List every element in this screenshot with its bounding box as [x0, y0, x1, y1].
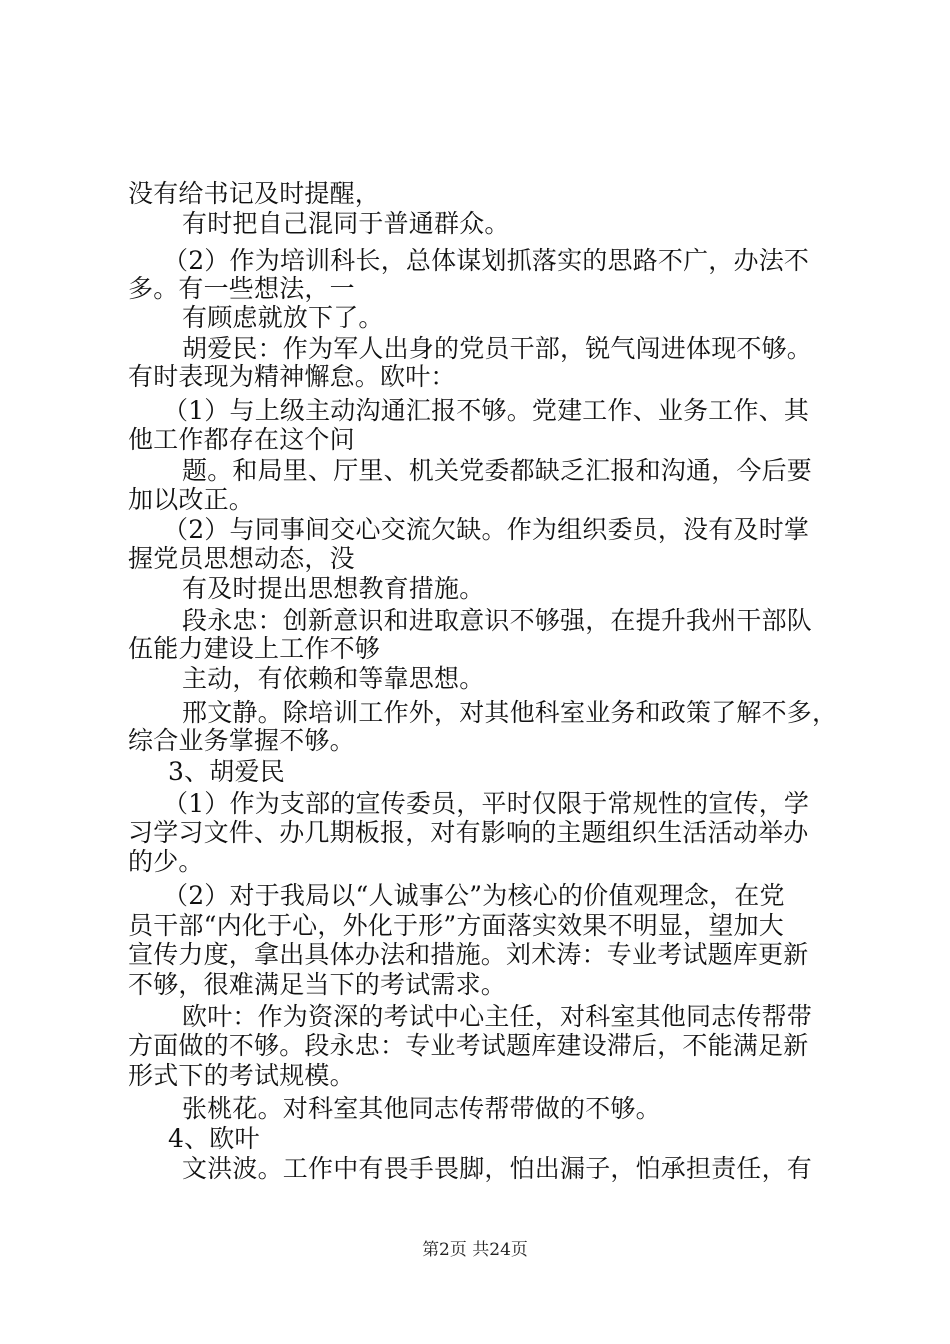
section-heading: 3、胡爱民 [168, 757, 285, 786]
text-line: 加以改正。 [128, 485, 255, 514]
text-line: 文洪波。工作中有畏手畏脚，怕出漏子，怕承担责任，有 [182, 1154, 813, 1183]
text-line: 胡爱民：作为军人出身的党员干部，锐气闯进体现不够。 [182, 334, 813, 363]
text-line: 握党员思想动态，没 [128, 544, 355, 573]
text-line: 员干部“内化于心，外化于形”方面落实效果不明显，望加大 [128, 911, 784, 940]
text-line: 有及时提出思想教育措施。 [182, 574, 485, 603]
section-heading: 4、欧叶 [168, 1124, 260, 1153]
text-line: 宣传力度，拿出具体办法和措施。刘术涛：专业考试题库更新 [128, 940, 809, 969]
text-line: （2）与同事间交心交流欠缺。作为组织委员，没有及时掌 [163, 515, 810, 544]
text-line: 多。有一些想法，一 [128, 274, 355, 303]
text-line: 形式下的考试规模。 [128, 1061, 355, 1090]
text-line: （1）与上级主动沟通汇报不够。党建工作、业务工作、其 [163, 396, 810, 425]
text-line: 题。和局里、厅里、机关党委都缺乏汇报和沟通，今后要 [182, 456, 813, 485]
text-line: 有时表现为精神懈怠。欧叶： [128, 362, 456, 391]
text-line: 的少。 [128, 847, 204, 876]
text-line: （2）作为培训科长，总体谋划抓落实的思路不广，办法不 [163, 246, 810, 275]
text-line: 有顾虑就放下了。 [182, 303, 384, 332]
text-line: 邢文静。除培训工作外，对其他科室业务和政策了解不多， [182, 698, 838, 727]
text-line: 他工作都存在这个问 [128, 425, 355, 454]
text-line: 习学习文件、办几期板报，对有影响的主题组织生活活动举办 [128, 818, 809, 847]
text-line: 综合业务掌握不够。 [128, 726, 355, 755]
text-line: （1）作为支部的宣传委员，平时仅限于常规性的宣传，学 [163, 789, 810, 818]
text-line: 没有给书记及时提醒， [128, 179, 381, 208]
text-line: 伍能力建设上工作不够 [128, 634, 381, 663]
text-line: 方面做的不够。段永忠：专业考试题库建设滞后，不能满足新 [128, 1031, 809, 1060]
text-line: 不够，很难满足当下的考试需求。 [128, 970, 507, 999]
text-line: 有时把自己混同于普通群众。 [182, 209, 510, 238]
text-line: （2）对于我局以“人诚事公”为核心的价值观理念，在党 [163, 881, 785, 910]
page-number-footer: 第2页 共24页 [422, 1240, 528, 1260]
text-line: 欧叶：作为资深的考试中心主任，对科室其他同志传帮带 [182, 1002, 813, 1031]
text-line: 段永忠：创新意识和进取意识不够强，在提升我州干部队 [182, 606, 813, 635]
text-line: 张桃花。对科室其他同志传帮带做的不够。 [182, 1094, 661, 1123]
text-line: 主动，有依赖和等靠思想。 [182, 664, 485, 693]
